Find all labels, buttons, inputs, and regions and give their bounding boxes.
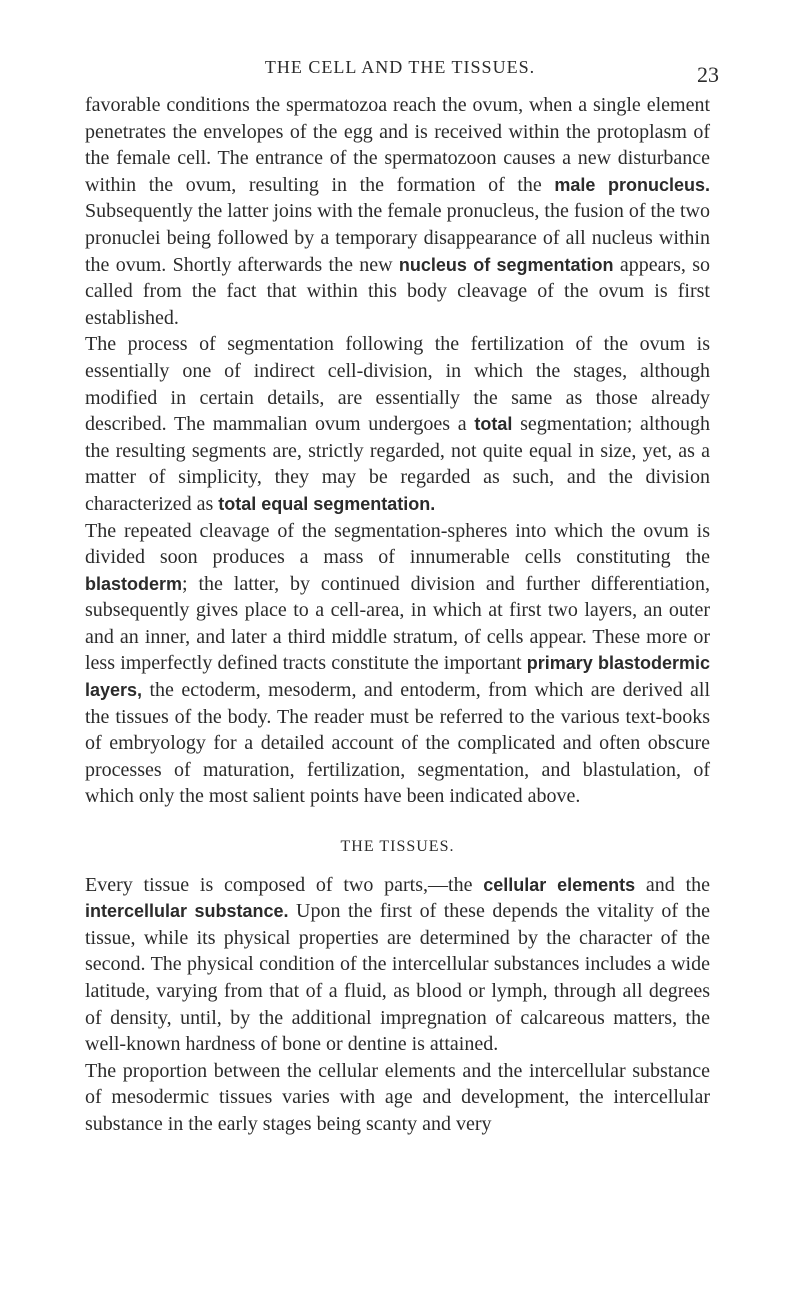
text-run: appears, so called from the fact that within this body cleavage of the ovum is first established. — [85, 253, 710, 329]
key-term: total equal segmentation. — [218, 493, 436, 514]
text-run: favorable conditions the spermatozoa reach the ovum, when a single element penetrates the envelopes of the egg and is received within the protoplasm of the female cell. The entrance of the spermatozoon causes a new disturbance within the ovum, resulting in the formation of the — [85, 94, 710, 196]
body-text — [85, 92, 710, 1138]
paragraphs-after-heading — [85, 872, 710, 1138]
section-heading: THE TISSUES. — [340, 838, 455, 856]
key-term: total — [474, 414, 513, 435]
key-term: nucleus of segmentation — [398, 254, 614, 275]
text-run: The repeated cleavage of the segmentation-spheres into which the ovum is divided soon produces a mass of innumerable cells constituting the — [85, 519, 710, 569]
key-term: cellular elements — [483, 874, 636, 895]
paragraph — [85, 1058, 710, 1138]
text-run: Subsequently the latter joins with the female pronucleus, the fusion of the two pronuclei being followed by a temporary disappearance of all nucleus within the ovum. Shortly afterwards the new — [85, 200, 710, 276]
paragraph — [85, 518, 710, 811]
paragraph — [85, 92, 710, 331]
paragraph — [85, 872, 710, 1058]
text-run: ; the latter, by continued division and further differentiation, subsequently gives place to a cell-area, in which at first two layers, an outer and an inner, and later a third middle stratum, of cells appear. These more or less imperfectly defined tracts constitute the important — [85, 572, 710, 675]
text-run: the ectoderm, mesoderm, and entoderm, from which are derived all the tissues of the body. The reader must be referred to the various text-books of embryology for a detailed account of the complicated and often obscure processes of maturation, fertilization, segmentation, and blastulation, of which only the most salient points have been indicated above. — [85, 679, 710, 808]
key-term: primary blastodermic layers, — [85, 653, 710, 701]
page-number: 23 — [697, 62, 719, 87]
text-run: Upon the first of these depends the vitality of the tissue, while its physical properties are determined by the character of the second. The physical condition of the intercellular substances includes a wide latitude, varying from that of a fluid, as blood or lymph, through all degrees of density, until, by the additional impregnation of calcareous matters, the well-known hardness of bone or dentine is attained. — [85, 900, 710, 1056]
text-run: Every tissue is composed of two parts,—the — [85, 873, 484, 896]
key-term: blastoderm — [85, 573, 183, 594]
paragraph — [85, 331, 710, 517]
key-term: male pronucleus. — [554, 174, 711, 195]
text-run: The proportion between the cellular elements and the intercellular substance of mesodermic tissues varies with age and development, the intercellular substance in the early stages being scanty and very — [85, 1059, 710, 1135]
running-head: THE CELL AND THE TISSUES. — [264, 57, 536, 77]
text-run: The process of segmentation following the fertilization of the ovum is essentially one of indirect cell-division, in which the stages, although modified in certain details, are essentially the same as those already described. The mammalian ovum undergoes a — [85, 333, 710, 436]
text-run: segmentation; although the resulting segments are, strictly regarded, not quite equal in size, yet, as a matter of simplicity, they may be regarded as such, and the division characterized as — [85, 413, 711, 515]
key-term: intercellular substance. — [85, 901, 289, 922]
paragraphs-before-heading — [85, 92, 710, 810]
text-run: and the — [635, 873, 711, 896]
